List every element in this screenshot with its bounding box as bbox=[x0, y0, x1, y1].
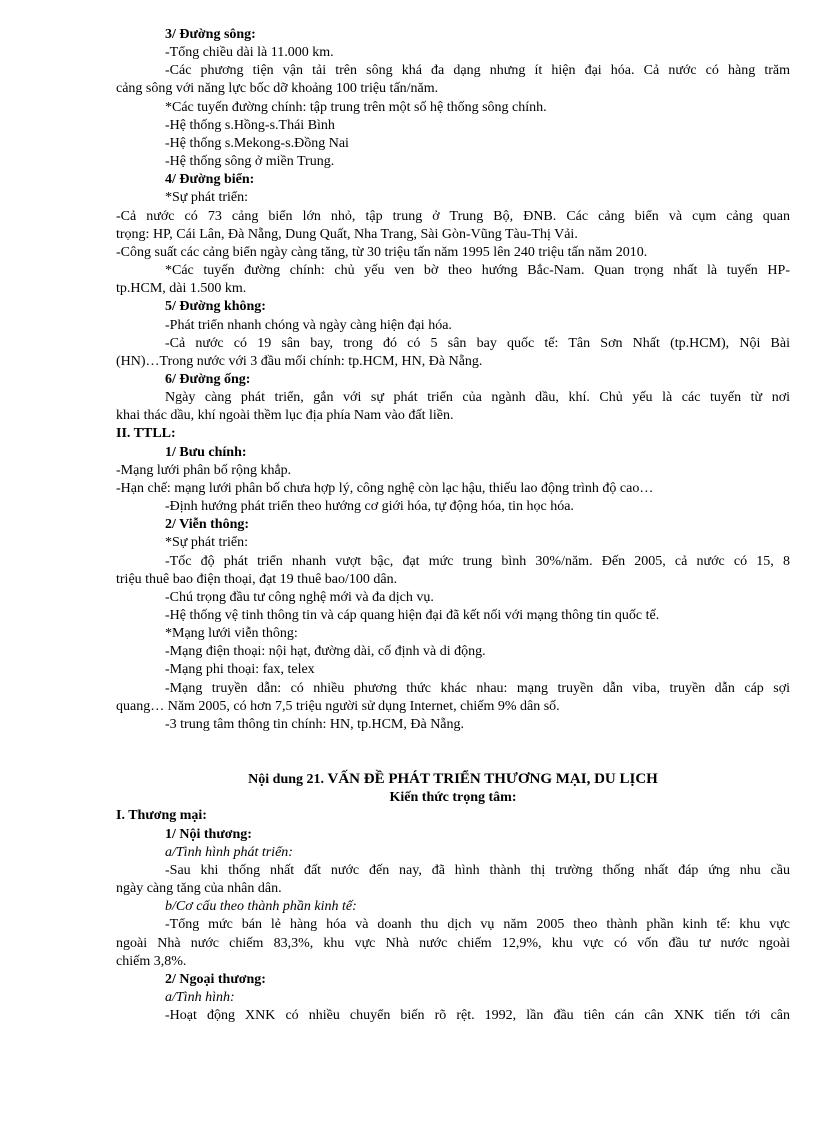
text-line: *Các tuyến đường chính: tập trung trên một số hệ thống sông chính. bbox=[165, 99, 547, 115]
text-line: -Hệ thống s.Mekong-s.Đồng Nai bbox=[165, 135, 349, 151]
text-line: -Phát triển nhanh chóng và ngày càng hiện đại hóa. bbox=[165, 317, 452, 333]
text-line: trọng: HP, Cái Lân, Đà Nẵng, Dung Quất, Nha Trang, Sài Gòn-Vũng Tàu-Thị Vải. bbox=[116, 226, 578, 242]
text-line: -3 trung tâm thông tin chính: HN, tp.HCM, Đà Nẵng. bbox=[165, 716, 465, 732]
heading-domestic-trade: 1/ Nội thương: bbox=[165, 826, 252, 842]
text-line: -Tốc độ phát triển nhanh vượt bậc, đạt mức trung bình 30%/năm. Đến 2005, cả nước có 15, 8 bbox=[165, 553, 790, 569]
text-line: -Các phương tiện vận tải trên sông khá đa dạng nhưng ít hiện đại hóa. Cả nước có hàng trăm bbox=[165, 63, 790, 79]
text-line: khai thác dầu, khí ngoài thềm lục địa phía Nam vào đất liền. bbox=[116, 408, 454, 424]
heading-ttll: II. TTLL: bbox=[116, 426, 176, 442]
text-line: -Định hướng phát triển theo hướng cơ giới hóa, tự động hóa, tin học hóa. bbox=[165, 499, 574, 515]
heading-river-transport: 3/ Đường sông: bbox=[165, 27, 256, 42]
heading-sea-transport: 4/ Đường biển: bbox=[165, 172, 255, 188]
heading-pipeline-transport: 6/ Đường ống: bbox=[165, 371, 251, 387]
section-subtitle: Kiến thức trọng tâm: bbox=[389, 790, 517, 806]
heading-trade: I. Thương mại: bbox=[116, 808, 207, 824]
text-line: chiếm 3,8%. bbox=[116, 953, 187, 969]
subheading: a/Tình hình: bbox=[165, 989, 235, 1005]
text-line: *Các tuyến đường chính: chủ yếu ven bờ theo hướng Bắc-Nam. Quan trọng nhất là tuyến HP- bbox=[165, 263, 790, 279]
text-line: -Hoạt động XNK có nhiều chuyển biến rõ rệt. 1992, lần đầu tiên cán cân XNK tiến tới cân bbox=[165, 1008, 790, 1024]
text-line: (HN)…Trong nước với 3 đầu mối chính: tp.HCM, HN, Đà Nẵng. bbox=[116, 353, 483, 369]
text-line: -Mạng phi thoại: fax, telex bbox=[165, 662, 315, 678]
section-title bbox=[116, 770, 790, 789]
text-line: Ngày càng phát triển, gắn với sự phát triển của ngành dầu, khí. Chủ yếu là các tuyến từ nơi bbox=[165, 390, 790, 406]
subheading: b/Cơ cấu theo thành phần kinh tế: bbox=[165, 899, 357, 915]
text-line: -Chú trọng đầu tư công nghệ mới và đa dịch vụ. bbox=[165, 589, 434, 605]
text-line: quang… Năm 2005, có hơn 7,5 triệu người sử dụng Internet, chiếm 9% dân số. bbox=[116, 698, 560, 714]
text-line: *Sự phát triển: bbox=[165, 535, 249, 551]
text-line: cảng sông với năng lực bốc dỡ khoảng 100 triệu tấn/năm. bbox=[116, 81, 439, 97]
text-line: -Cả nước có 19 sân bay, trong đó có 5 sân bay quốc tế: Tân Sơn Nhất (tp.HCM), Nội Bài bbox=[165, 335, 790, 351]
text-line: *Mạng lưới viễn thông: bbox=[165, 626, 298, 642]
heading-telecom: 2/ Viễn thông: bbox=[165, 517, 250, 533]
heading-air-transport: 5/ Đường không: bbox=[165, 299, 266, 315]
subheading: a/Tình hình phát triển: bbox=[165, 844, 293, 860]
heading-foreign-trade: 2/ Ngoại thương: bbox=[165, 971, 266, 987]
text-line: -Mạng lưới phân bố rộng khắp. bbox=[116, 462, 292, 478]
text-line: -Công suất các cảng biển ngày càng tăng, từ 30 triệu tấn năm 1995 lên 240 triệu tấn năm 2010. bbox=[116, 244, 648, 260]
text-line: triệu thuê bao điện thoại, đạt 19 thuê bao/100 dân. bbox=[116, 571, 398, 587]
section-title-main: VẤN ĐỀ PHÁT TRIỂN THƯƠNG MẠI, DU LỊCH bbox=[327, 771, 658, 788]
heading-postal: 1/ Bưu chính: bbox=[165, 444, 247, 460]
text-line: -Hệ thống s.Hồng-s.Thái Bình bbox=[165, 117, 335, 133]
text-line: -Sau khi thống nhất đất nước đến nay, đã hình thành thị trường thống nhất đáp ứng nhu cầu bbox=[165, 862, 790, 878]
text-line: -Hạn chế: mạng lưới phân bố chưa hợp lý, công nghệ còn lạc hậu, thiếu lao động trình độ cao… bbox=[116, 480, 654, 496]
text-line: -Mạng truyền dẫn: có nhiều phương thức khác nhau: mạng truyền dẫn viba, truyền dẫn cáp sợi bbox=[165, 680, 790, 696]
text-line: -Tổng chiều dài là 11.000 km. bbox=[165, 45, 334, 61]
text-line: -Hệ thống sông ở miền Trung. bbox=[165, 154, 335, 170]
text-line: -Mạng điện thoại: nội hạt, đường dài, cố định và di động. bbox=[165, 644, 486, 660]
text-line: -Hệ thống vệ tinh thông tin và cáp quang hiện đại đã kết nối với mạng thông tin quốc tế. bbox=[165, 608, 660, 623]
text-line: tp.HCM, dài 1.500 km. bbox=[116, 281, 247, 297]
document-page bbox=[116, 26, 790, 1025]
text-line: ngày càng tăng của nhân dân. bbox=[116, 881, 282, 897]
text-line: -Tổng mức bán lẻ hàng hóa và doanh thu dịch vụ năm 2005 theo thành phần kinh tế: khu vực bbox=[165, 917, 790, 933]
text-line: *Sự phát triển: bbox=[165, 190, 249, 206]
text-line: ngoài Nhà nước chiếm 83,3%, khu vực Nhà nước chiếm 12,9%, khu vực có vốn đầu tư nước ngoài bbox=[116, 935, 790, 951]
section-spacer bbox=[116, 734, 790, 770]
text-line: -Cả nước có 73 cảng biển lớn nhỏ, tập trung ở Trung Bộ, ĐNB. Các cảng biển và cụm cảng quan bbox=[116, 208, 790, 224]
section-title-prefix: Nội dung 21. bbox=[248, 772, 325, 788]
